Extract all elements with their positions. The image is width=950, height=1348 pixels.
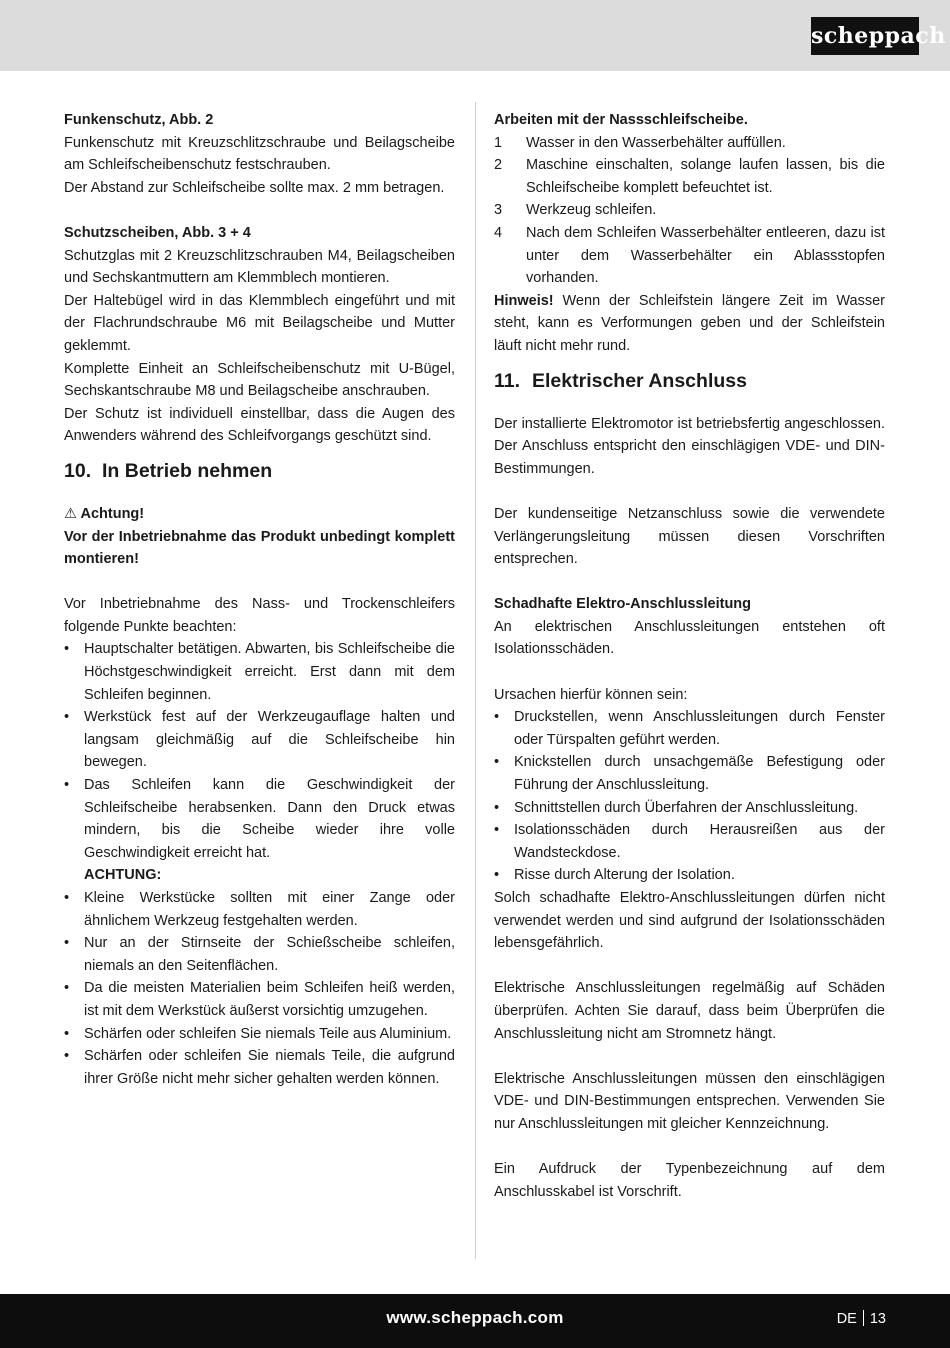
left-column bbox=[64, 109, 455, 1090]
warning-title: ⚠ Achtung! bbox=[64, 505, 145, 522]
page-indicator bbox=[837, 1310, 886, 1327]
list-item: • Schnittstellen durch Überfahren der Anschlussleitung. bbox=[494, 797, 885, 820]
language-code: DE bbox=[836, 1311, 857, 1327]
paragraph: Ursachen hierfür können sein: bbox=[494, 686, 688, 703]
hint-text: Wenn der Schleifstein längere Zeit im Wasser steht, kann es Verformungen geben und der Schleifstein läuft nicht mehr rund. bbox=[494, 292, 885, 354]
chapter-title: Elektrischer Anschluss bbox=[532, 369, 747, 392]
step-text: Nach dem Schleifen Wasserbehälter entleeren, dazu ist unter dem Wasserbehälter ein Ablassstopfen vorhanden. bbox=[526, 224, 885, 287]
list-item: • Kleine Werkstücke sollten mit einer Zange oder ähnlichem Werkzeug festgehalten werden. bbox=[64, 887, 455, 932]
paragraph: Elektrische Anschlussleitungen regelmäßig auf Schäden überprüfen. Achten Sie darauf, dass beim Überprüfen die Anschlussleitung nicht am Stromnetz hängt. bbox=[494, 980, 885, 1042]
section-title-schadhafte: Schadhafte Elektro-Anschlussleitung bbox=[494, 596, 752, 613]
hint-paragraph bbox=[494, 290, 885, 358]
chapter-heading-11 bbox=[494, 368, 885, 394]
page-number: 13 bbox=[869, 1311, 886, 1327]
paragraph: Der Schutz ist individuell einstellbar, dass die Augen des Anwenders während des Schleifvorgangs geschützt sind. bbox=[64, 405, 455, 445]
list-item: • Das Schleifen kann die Geschwindigkeit der Schleifscheibe herabsenken. Dann den Druck etwas mindern, bis die Scheibe wieder ihre volle Geschwindigkeit erreicht hat. bbox=[64, 774, 455, 864]
list-item: • Druckstellen, wenn Anschlussleitungen durch Fenster oder Türspalten geführt werden. bbox=[494, 706, 885, 751]
chapter-number: 11. bbox=[494, 369, 521, 392]
list-item: • Knickstellen durch unsachgemäße Befestigung oder Führung der Anschlussleitung. bbox=[494, 751, 885, 796]
list-item: • Schärfen oder schleifen Sie niemals Teile, die aufgrund ihrer Größe nicht mehr sicher gehalten werden können. bbox=[64, 1045, 455, 1090]
paragraph: An elektrischen Anschlussleitungen entstehen oft Isolationsschäden. bbox=[494, 618, 885, 658]
brand-logo: scheppach bbox=[811, 17, 919, 55]
numbered-list bbox=[494, 132, 885, 290]
step-text: Wasser in den Wasserbehälter auffüllen. bbox=[526, 134, 786, 151]
list-item: • Schärfen oder schleifen Sie niemals Teile aus Aluminium. bbox=[64, 1023, 455, 1046]
chapter-heading-10 bbox=[64, 458, 455, 484]
website-link[interactable]: www.scheppach.com bbox=[386, 1308, 564, 1327]
separator bbox=[863, 1310, 864, 1326]
section-title-schutzscheiben: Schutzscheiben, Abb. 3 + 4 bbox=[64, 224, 251, 241]
list-item: • Risse durch Alterung der Isolation. bbox=[494, 864, 885, 887]
chapter-title: In Betrieb nehmen bbox=[102, 459, 273, 482]
list-item bbox=[494, 199, 885, 222]
hint-label: Hinweis! bbox=[494, 292, 554, 309]
section-title-funkenschutz: Funkenschutz, Abb. 2 bbox=[64, 112, 214, 128]
list-item: • Isolationsschäden durch Herausreißen aus der Wandsteckdose. bbox=[494, 819, 885, 864]
header-bar bbox=[0, 0, 950, 71]
bullet-list bbox=[64, 887, 455, 1090]
list-item bbox=[494, 154, 885, 199]
paragraph: Schutzglas mit 2 Kreuzschlitzschrauben M4, Beilagscheiben und Sechskantmuttern am Klemmblech montieren. bbox=[64, 247, 455, 287]
step-number: 4 bbox=[494, 224, 503, 241]
step-number: 3 bbox=[494, 202, 503, 219]
bullet-list bbox=[64, 638, 455, 864]
list-item: • Werkstück fest auf der Werkzeugauflage halten und langsam gleichmäßig auf die Schleifscheibe hin bewegen. bbox=[64, 706, 455, 774]
column-divider bbox=[475, 102, 476, 1259]
paragraph: Elektrische Anschlussleitungen müssen den einschlägigen VDE- und DIN-Bestimmungen entsprechen. Verwenden Sie nur Anschlussleitungen mit gleicher Kennzeichnung. bbox=[494, 1070, 885, 1132]
paragraph: Funkenschutz mit Kreuzschlitzschraube und Beilagscheibe am Schleifscheibenschutz festschrauben. bbox=[64, 134, 455, 174]
bullet-list bbox=[494, 706, 885, 887]
step-number: 1 bbox=[494, 134, 503, 151]
paragraph: Der Haltebügel wird in das Klemmblech eingeführt und mit der Flachrundschraube M6 mit Beilagscheibe und Mutter geklemmt. bbox=[64, 292, 455, 354]
warning-text: Vor der Inbetriebnahme das Produkt unbedingt komplett montieren! bbox=[64, 528, 455, 568]
list-item: • Nur an der Stirnseite der Schießscheibe schleifen, niemals an den Seitenflächen. bbox=[64, 932, 455, 977]
step-text: Werkzeug schleifen. bbox=[526, 202, 657, 219]
list-item bbox=[494, 132, 885, 155]
section-title-nassschleifscheibe: Arbeiten mit der Nassschleifscheibe. bbox=[494, 112, 748, 128]
list-item: • Hauptschalter betätigen. Abwarten, bis Schleifscheibe die Höchstgeschwindigkeit erreicht. Erst dann mit dem Schleifen beginnen. bbox=[64, 638, 455, 706]
step-text: Maschine einschalten, solange laufen lassen, bis die Schleifscheibe komplett befeuchtet ist. bbox=[526, 157, 885, 196]
step-number: 2 bbox=[494, 157, 503, 174]
paragraph: Komplette Einheit an Schleifscheibenschutz mit U-Bügel, Sechskantschraube M8 und Beilagscheibe anschrauben. bbox=[64, 360, 455, 400]
footer-bar bbox=[0, 1294, 950, 1348]
paragraph: Der Abstand zur Schleifscheibe sollte max. 2 mm betragen. bbox=[64, 179, 445, 196]
right-column bbox=[494, 109, 885, 1203]
paragraph: Vor Inbetriebnahme des Nass- und Trockenschleifers folgende Punkte beachten: bbox=[64, 596, 455, 635]
chapter-number: 10. bbox=[64, 459, 92, 482]
paragraph: Der kundenseitige Netzanschluss sowie die verwendete Verlängerungsleitung müssen diesen Vorschriften entsprechen. bbox=[494, 505, 885, 568]
list-item: • Da die meisten Materialien beim Schleifen heiß werden, ist mit dem Werkstück äußerst vorsichtig umzugehen. bbox=[64, 977, 455, 1022]
paragraph: Solch schadhafte Elektro-Anschlussleitungen dürfen nicht verwendet werden und sind aufgrund der Isolationsschäden lebensgefährlich. bbox=[494, 890, 885, 952]
achtung-label: ACHTUNG: bbox=[84, 867, 162, 884]
list-item bbox=[494, 222, 885, 290]
paragraph: Ein Aufdruck der Typenbezeichnung auf dem Anschlusskabel ist Vorschrift. bbox=[494, 1161, 885, 1200]
paragraph: Der installierte Elektromotor ist betriebsfertig angeschlossen. Der Anschluss entspricht den einschlägigen VDE- und DIN-Bestimmungen. bbox=[494, 415, 885, 477]
